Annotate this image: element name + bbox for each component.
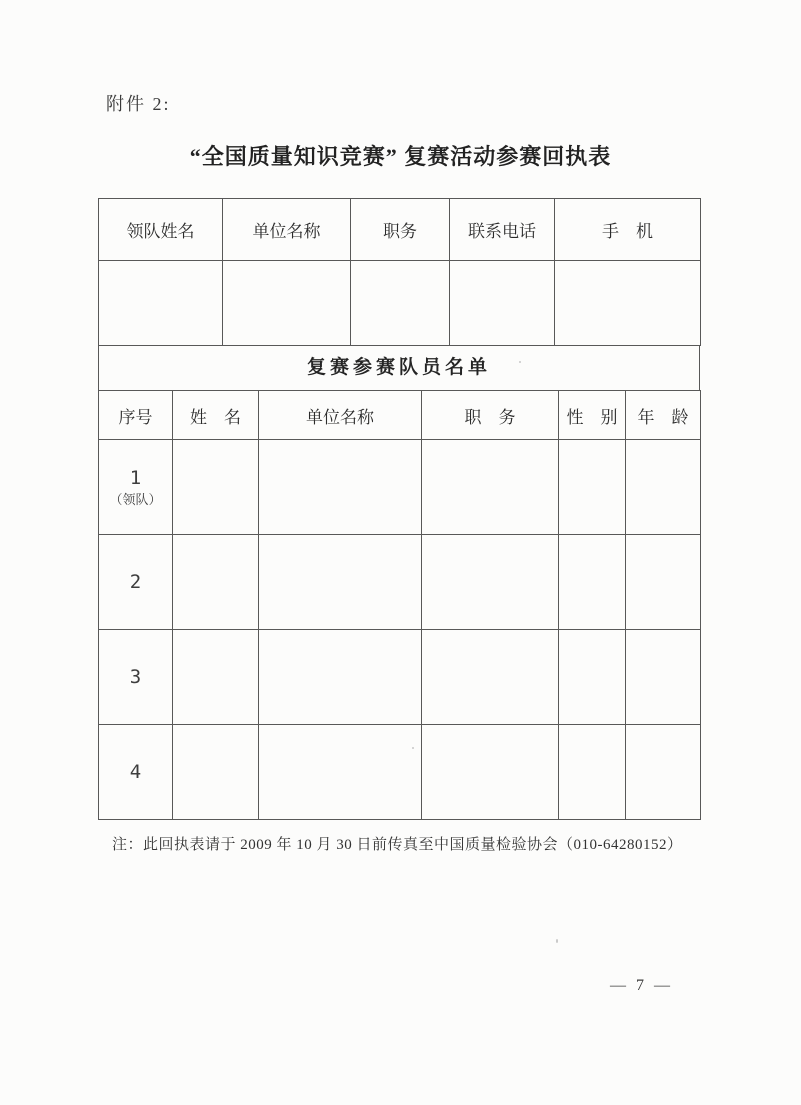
roster-table xyxy=(98,390,701,820)
roster-seq-cell xyxy=(99,440,173,535)
leader-header-name: 领队姓名 xyxy=(99,199,223,261)
roster-header-name: 姓 名 xyxy=(173,391,259,440)
roster-unit-cell xyxy=(259,535,422,630)
leader-cell-duty xyxy=(351,261,450,346)
document-title: “全国质量知识竞赛” 复赛活动参赛回执表 xyxy=(189,144,612,169)
roster-unit-cell xyxy=(259,725,422,820)
roster-age-cell xyxy=(626,630,701,725)
leader-cell-unit xyxy=(223,261,351,346)
roster-section-row xyxy=(98,346,700,390)
roster-header-seq: 序号 xyxy=(99,391,173,440)
attachment-label: 附件 2: xyxy=(106,94,171,114)
roster-section-title: 复赛参赛队员名单 xyxy=(306,357,491,378)
roster-gender-cell xyxy=(559,725,626,820)
roster-seq-cell xyxy=(99,725,173,820)
roster-duty-cell xyxy=(422,630,559,725)
roster-header-duty: 职 务 xyxy=(422,391,559,440)
roster-duty-cell xyxy=(422,440,559,535)
roster-duty-cell xyxy=(422,725,559,820)
leader-cell-phone xyxy=(450,261,555,346)
roster-header-unit: 单位名称 xyxy=(259,391,422,440)
roster-duty-cell xyxy=(422,535,559,630)
page-number: — 7 — xyxy=(610,977,673,994)
roster-unit-cell xyxy=(259,630,422,725)
roster-name-cell xyxy=(173,725,259,820)
roster-age-cell xyxy=(626,725,701,820)
roster-row-2 xyxy=(99,535,701,630)
fax-deadline-note: 注：此回执表请于 2009 年 10 月 30 日前传真至中国质量检验协会（010-64280152） xyxy=(112,837,683,853)
leader-blank-row xyxy=(99,261,701,346)
leader-header-mobile: 手 机 xyxy=(555,199,701,261)
roster-age-cell xyxy=(626,440,701,535)
leader-cell-mobile xyxy=(555,261,701,346)
roster-gender-cell xyxy=(559,535,626,630)
roster-unit-cell xyxy=(259,440,422,535)
roster-gender-cell xyxy=(559,630,626,725)
leader-header-duty: 职务 xyxy=(351,199,450,261)
leader-header-unit: 单位名称 xyxy=(223,199,351,261)
scan-speck xyxy=(519,361,521,363)
roster-name-cell xyxy=(173,535,259,630)
roster-header-row xyxy=(99,391,701,440)
roster-row-3 xyxy=(99,630,701,725)
seq-number: 3 xyxy=(129,665,142,688)
scan-speck xyxy=(412,747,414,749)
registration-form xyxy=(98,198,700,820)
roster-seq-cell xyxy=(99,535,173,630)
roster-seq-cell xyxy=(99,630,173,725)
leader-cell-name xyxy=(99,261,223,346)
scan-speck xyxy=(556,939,558,943)
leader-info-table xyxy=(98,198,701,346)
seq-number: 4 xyxy=(129,760,142,783)
roster-gender-cell xyxy=(559,440,626,535)
roster-header-age: 年 龄 xyxy=(626,391,701,440)
roster-row-4 xyxy=(99,725,701,820)
leader-header-row xyxy=(99,199,701,261)
roster-name-cell xyxy=(173,630,259,725)
roster-header-gender: 性 别 xyxy=(559,391,626,440)
roster-age-cell xyxy=(626,535,701,630)
roster-row-1 xyxy=(99,440,701,535)
seq-number: 2 xyxy=(129,570,142,593)
seq-number: 1 xyxy=(129,467,142,490)
roster-name-cell xyxy=(173,440,259,535)
seq-sublabel: （领队） xyxy=(109,491,162,507)
leader-header-phone: 联系电话 xyxy=(450,199,555,261)
